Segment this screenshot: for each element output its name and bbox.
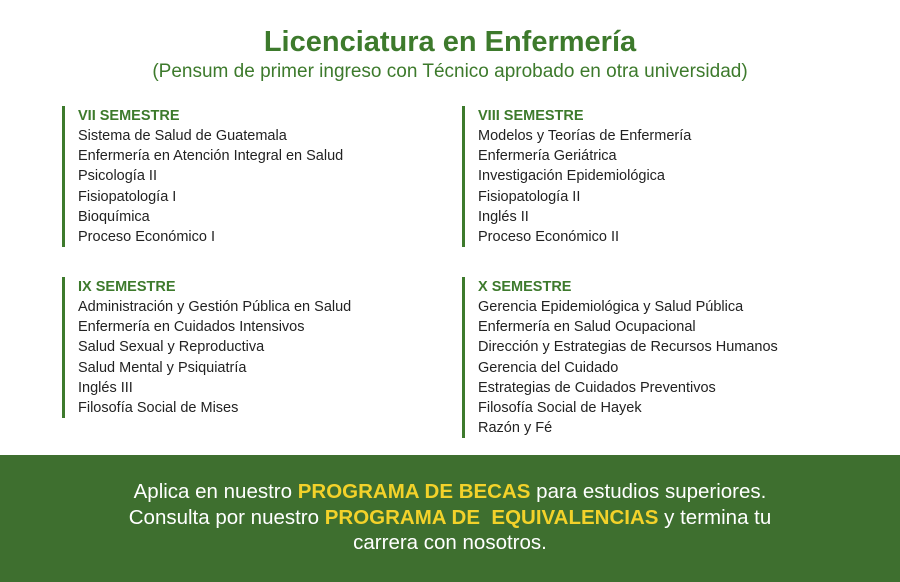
course-item: Salud Sexual y Reproductiva [78,339,265,356]
becas-program-highlight: PROGRAMA DE BECAS [297,480,531,503]
semester-block-ix [62,277,438,418]
banner-text: para estudios superiores. [530,480,767,503]
course-item: Filosofía Social de Mises [78,400,239,417]
course-item: Razón y Fé [478,420,553,437]
course-item: Inglés III [78,379,133,396]
banner-line-3 [0,530,900,556]
course-item: Proceso Económico II [478,229,620,246]
course-item: Enfermería en Cuidados Intensivos [78,319,305,336]
course-item: Bioquímica [78,208,150,225]
banner-text: y termina tu [658,505,772,529]
semester-heading: IX SEMESTRE [78,279,176,295]
course-item: Gerencia del Cuidado [478,359,619,376]
course-item: Investigación Epidemiológica [478,168,665,185]
banner-text: Aplica en nuestro [133,480,298,503]
page-title: Licenciatura en Enfermería [263,26,637,58]
course-list [78,126,438,247]
semester-heading: X SEMESTRE [478,279,572,295]
course-item: Psicología II [78,168,157,185]
course-item: Sistema de Salud de Guatemala [78,128,287,144]
course-list [478,297,858,438]
banner-line-2 [0,505,900,531]
course-item: Enfermería en Atención Integral en Salud [78,148,344,165]
banner-text: Consulta por nuestro [128,505,325,529]
course-item: Salud Mental y Psiquiatría [78,359,247,376]
course-item: Enfermería Geriátrica [478,148,617,165]
course-item: Inglés II [478,208,529,225]
course-item: Filosofía Social de Hayek [478,400,642,417]
equivalencias-program-highlight: PROGRAMA DE EQUIVALENCIAS [324,505,659,529]
course-list [478,126,858,247]
course-item: Administración y Gestión Pública en Salud [78,299,352,315]
banner-line-1 [0,479,900,505]
semester-block-x [462,277,858,438]
course-item: Proceso Económico I [78,229,216,246]
semester-heading: VII SEMESTRE [78,108,180,124]
course-item: Enfermería en Salud Ocupacional [478,319,696,336]
banner-text: carrera con nosotros. [353,531,547,554]
course-item: Dirección y Estrategias de Recursos Humanos [478,339,778,356]
semester-block-viii [462,106,858,247]
promo-banner [0,455,900,582]
course-item: Modelos y Teorías de Enfermería [478,128,692,144]
semester-block-vii [62,106,438,247]
course-item: Fisiopatología I [78,188,177,205]
course-list [78,297,438,418]
course-item: Fisiopatología II [478,188,581,205]
semester-heading: VIII SEMESTRE [478,108,584,124]
course-item: Estrategias de Cuidados Preventivos [478,379,716,396]
course-item: Gerencia Epidemiológica y Salud Pública [478,299,744,315]
page-subtitle: (Pensum de primer ingreso con Técnico aprobado en otra universidad) [152,61,748,82]
